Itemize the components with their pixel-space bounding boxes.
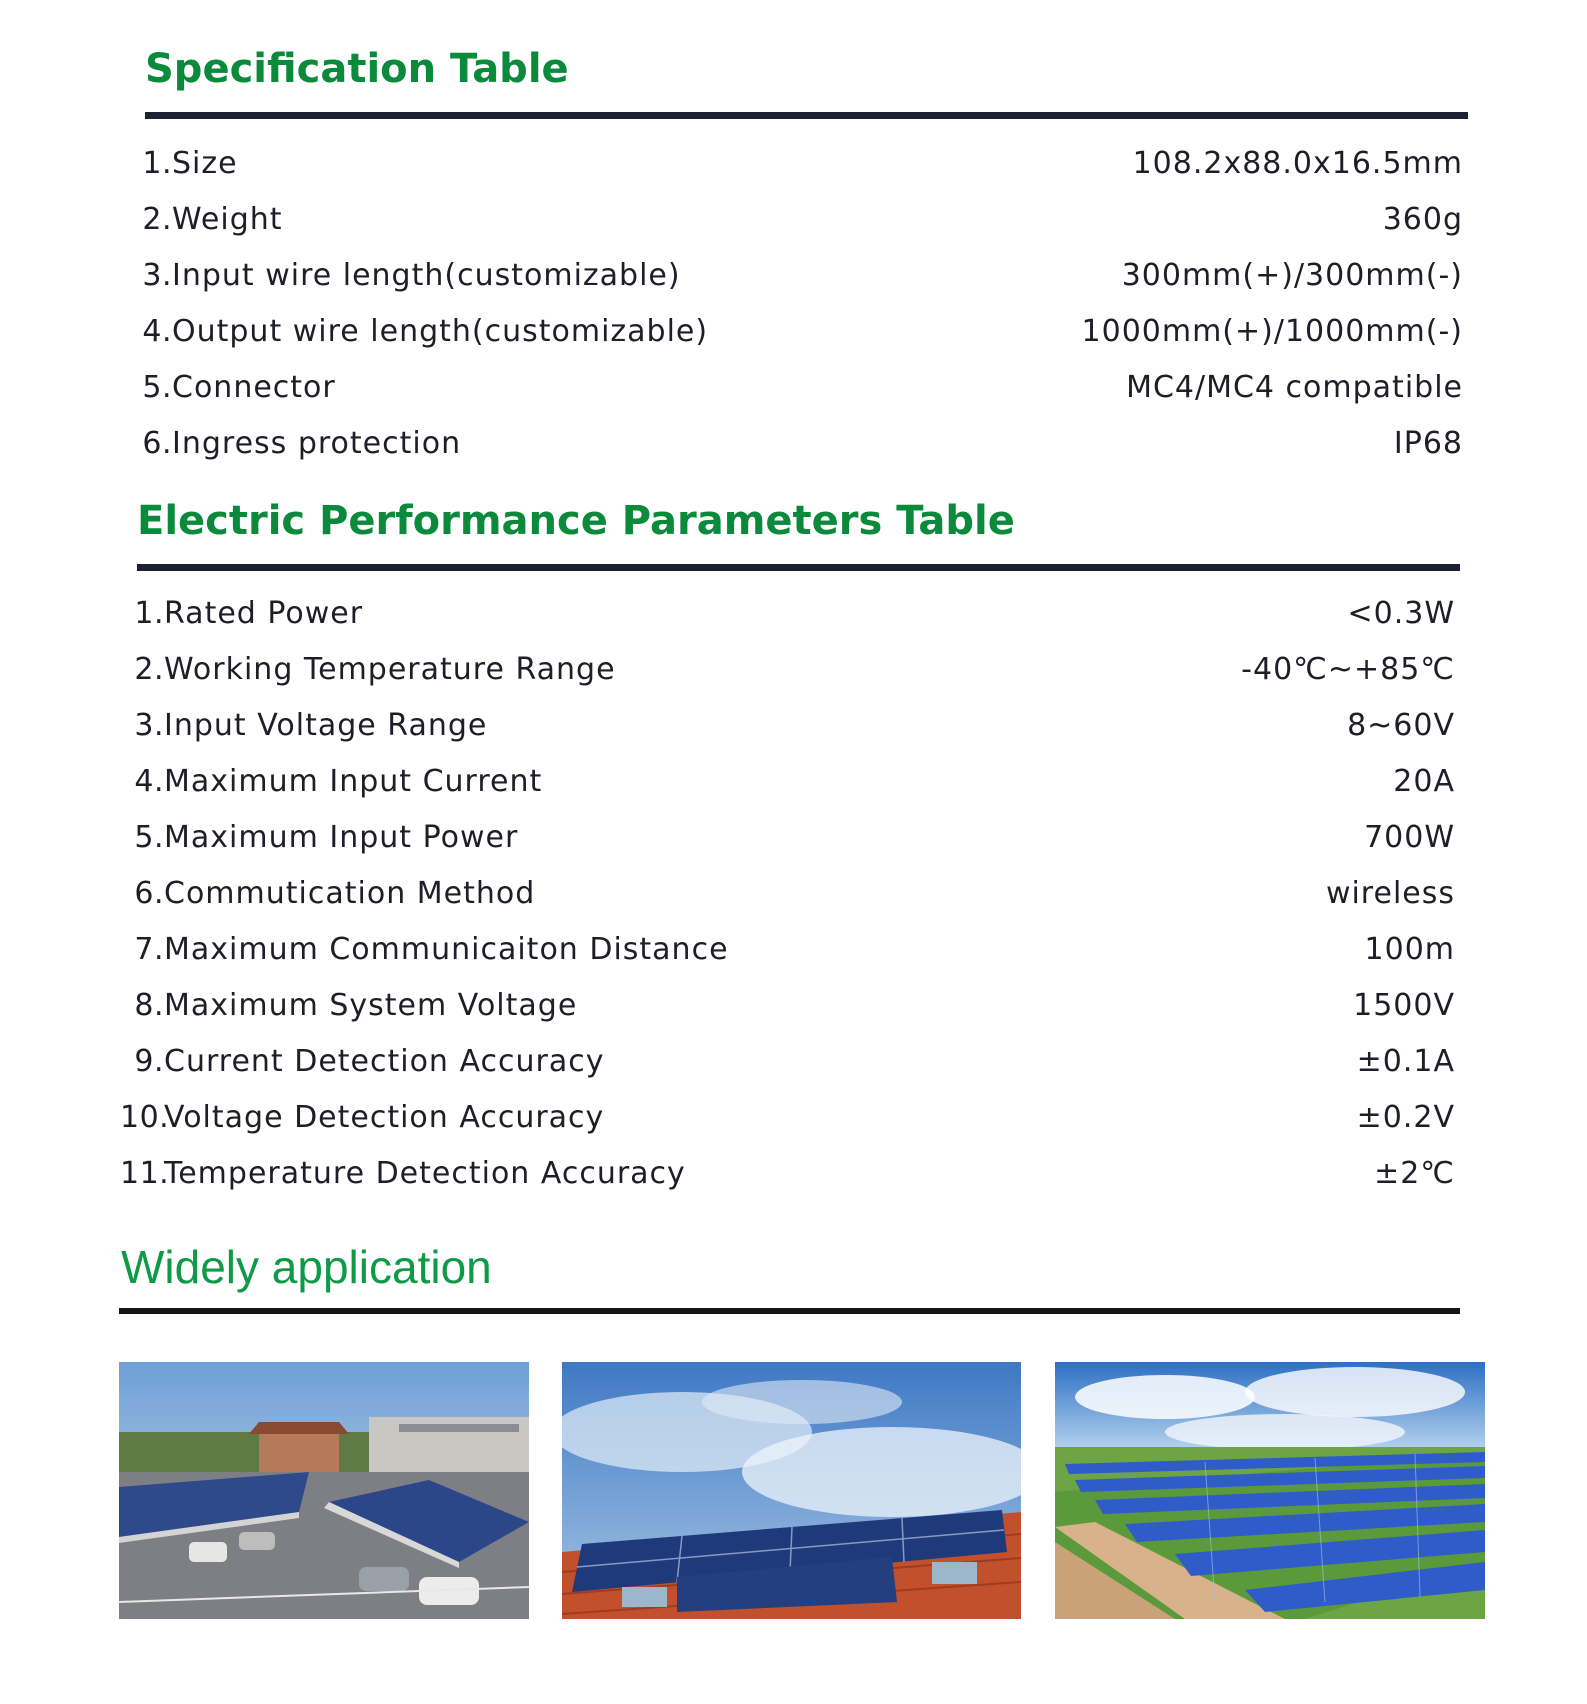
row-number: 6. (134, 875, 164, 911)
row-value: ±0.1A (1356, 1043, 1455, 1079)
row-number: 5. (134, 819, 164, 855)
electric-row (120, 588, 1455, 638)
row-number: 2. (134, 651, 164, 687)
row-label: Working Temperature Range (164, 651, 616, 687)
application-title: Widely application (121, 1241, 492, 1293)
electric-row (120, 1148, 1455, 1198)
spec-row (128, 418, 1463, 468)
electric-row (120, 644, 1455, 694)
row-number: 1. (142, 145, 172, 181)
row-value: ±0.2V (1356, 1099, 1455, 1135)
row-value: MC4/MC4 compatible (1126, 369, 1463, 405)
electric-row (120, 812, 1455, 862)
row-label: Maximum Input Current (164, 763, 543, 799)
specification-divider (145, 112, 1468, 119)
row-value: -40℃~+85℃ (1241, 651, 1455, 687)
electric-row (120, 868, 1455, 918)
row-number: 3. (134, 707, 164, 743)
spec-row (128, 194, 1463, 244)
row-label: Voltage Detection Accuracy (164, 1099, 605, 1135)
electric-row (120, 756, 1455, 806)
row-value: wireless (1325, 875, 1455, 911)
row-label: Temperature Detection Accuracy (164, 1155, 686, 1191)
row-number: 1. (134, 595, 164, 631)
row-number: 10. (120, 1099, 170, 1135)
electric-row (120, 1036, 1455, 1086)
row-number: 4. (134, 763, 164, 799)
row-value: 108.2x88.0x16.5mm (1132, 145, 1463, 181)
row-label: Input Voltage Range (164, 707, 488, 743)
specification-title: Specification Table (145, 46, 569, 92)
electric-row (120, 1092, 1455, 1142)
row-number: 9. (134, 1043, 164, 1079)
row-value: <0.3W (1347, 595, 1455, 631)
electric-row (120, 924, 1455, 974)
row-label: Rated Power (164, 595, 364, 631)
application-divider (119, 1308, 1460, 1314)
row-label: Size (172, 145, 238, 181)
row-label: Maximum System Voltage (164, 987, 578, 1023)
row-label: Ingress protection (172, 425, 462, 461)
row-value: 700W (1364, 819, 1455, 855)
solar-farm-photo (1055, 1362, 1485, 1619)
row-number: 8. (134, 987, 164, 1023)
rooftop-solar-photo (562, 1362, 1021, 1619)
row-label: Output wire length(customizable) (172, 313, 709, 349)
electric-divider (137, 564, 1460, 571)
row-value: 1500V (1353, 987, 1455, 1023)
row-value: 1000mm(+)/1000mm(-) (1081, 313, 1463, 349)
row-value: 20A (1393, 763, 1455, 799)
row-label: Weight (172, 201, 283, 237)
spec-row (128, 362, 1463, 412)
spec-row (128, 138, 1463, 188)
row-number: 6. (142, 425, 172, 461)
row-number: 3. (142, 257, 172, 293)
row-value: 8~60V (1347, 707, 1455, 743)
spec-row (128, 306, 1463, 356)
electric-title: Electric Performance Parameters Table (137, 498, 1015, 544)
row-value: ±2℃ (1374, 1155, 1455, 1191)
row-label: Commutication Method (164, 875, 536, 911)
row-label: Current Detection Accuracy (164, 1043, 605, 1079)
row-label: Maximum Input Power (164, 819, 519, 855)
row-label: Maximum Communicaiton Distance (164, 931, 729, 967)
row-value: 360g (1382, 201, 1463, 237)
row-number: 4. (142, 313, 172, 349)
row-number: 2. (142, 201, 172, 237)
row-label: Input wire length(customizable) (172, 257, 681, 293)
row-value: 100m (1364, 931, 1455, 967)
solar-carport-photo (119, 1362, 529, 1619)
electric-row (120, 700, 1455, 750)
row-value: 300mm(+)/300mm(-) (1121, 257, 1463, 293)
row-number: 7. (134, 931, 164, 967)
row-label: Connector (172, 369, 336, 405)
row-number: 11. (120, 1155, 170, 1191)
row-value: IP68 (1393, 425, 1463, 461)
row-number: 5. (142, 369, 172, 405)
spec-row (128, 250, 1463, 300)
electric-row (120, 980, 1455, 1030)
